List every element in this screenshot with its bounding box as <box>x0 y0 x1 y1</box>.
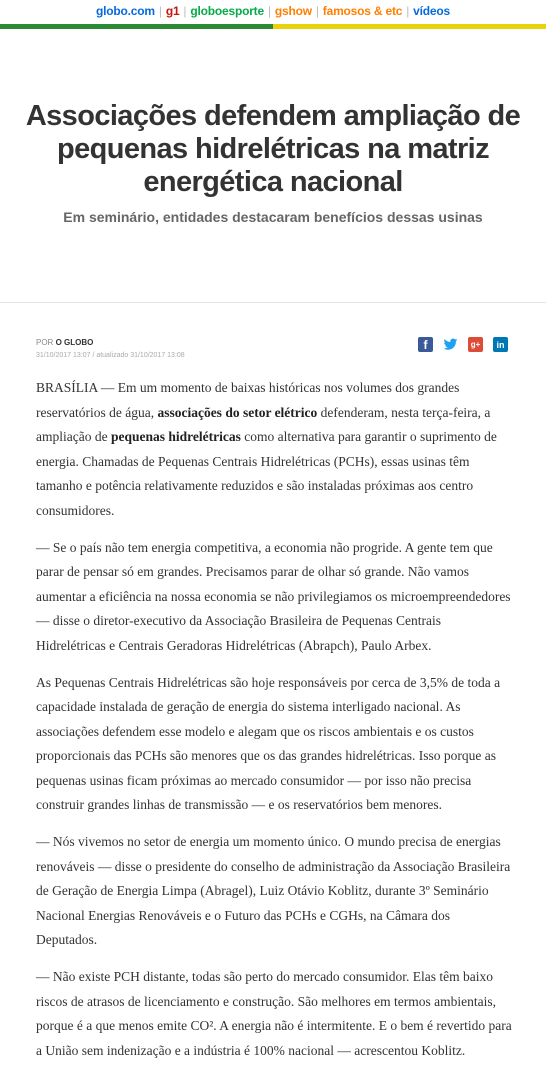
brand-color-stripe <box>0 24 546 29</box>
twitter-share-button[interactable] <box>443 337 458 352</box>
nav-separator: | <box>158 4 162 18</box>
nav-link-globo[interactable]: globo.com <box>96 4 155 18</box>
google-plus-share-button[interactable] <box>468 337 483 352</box>
nav-link-gshow[interactable]: gshow <box>274 4 312 18</box>
paragraph-text: defenderam, nesta terça-feira, a ampliação de <box>36 404 491 444</box>
article-paragraph-5: — Não existe PCH distante, todas são perto do mercado consumidor. Elas têm baixo riscos de atrasos de licenciamento e construção. São melhores em termos ambientais, porque é a que menos emite CO². A energia não é intermitente. E o bem é revertido para a União sem indenização e a indústria é 100% nacional — acrescentou Koblitz. <box>36 969 512 1058</box>
article-paragraph-1 <box>36 376 514 523</box>
article-body <box>36 376 514 1076</box>
nav-link-famosos[interactable]: famosos & etc <box>322 4 403 18</box>
article-subheadline: Em seminário, entidades destacaram benefícios dessas usinas <box>63 209 483 225</box>
article-paragraph-2: — Se o país não tem energia competitiva, a economia não progride. A gente tem que parar de pensar só em grandes. Precisamos parar de olhar só grande. Não vamos aumentar a eficiência na nossa economia se não privilegiamos os microempreendedores — disse o diretor-executivo da Associação Brasileira de Pequenas Centrais Hidrelétricas e Centrais Geradoras Hidrelétricas (Abrapch), Paulo Arbex. <box>36 539 511 653</box>
byline-prefix: POR <box>36 338 54 347</box>
nav-separator: | <box>183 4 187 18</box>
highlight-link[interactable]: pequenas hidrelétricas <box>110 429 241 444</box>
globo-top-bar <box>0 0 546 28</box>
google-plus-icon: g+ <box>470 340 481 349</box>
nav-link-videos[interactable]: vídeos <box>413 4 450 18</box>
linkedin-share-button[interactable] <box>493 337 508 352</box>
facebook-icon: f <box>423 337 428 352</box>
nav-separator: | <box>267 4 271 18</box>
nav-separator: | <box>315 4 319 18</box>
nav-separator: | <box>406 4 410 18</box>
publish-dates: 31/10/2017 13:07 / atualizado 31/10/2017 13:08 <box>36 352 185 359</box>
byline-author[interactable]: O GLOBO <box>55 338 94 347</box>
facebook-share-button[interactable] <box>418 337 433 352</box>
share-buttons <box>418 337 508 352</box>
header-divider <box>0 302 546 303</box>
byline <box>36 338 93 347</box>
article-paragraph-3: As Pequenas Centrais Hidrelétricas são hoje responsáveis por cerca de 3,5% de toda a capacidade instalada de geração de energia do sistema interligado nacional. As associações defendem esse modelo e alegam que os riscos ambientais e os custos proporcionais das PCHs são menores que os das grandes hidrelétricas. Isso porque as pequenas usinas ficam próximas ao mercado consumidor — por isso não precisa construir grandes linhas de transmissão — e os reservatórios bem menores. <box>36 674 501 812</box>
brand-stripe-green <box>0 24 273 29</box>
linkedin-icon: in <box>496 339 505 350</box>
paragraph-text: BRASÍLIA — Em um momento de baixas históricas nos volumes dos grandes reservatórios de água, <box>36 380 460 420</box>
article-paragraph-4: — Nós vivemos no setor de energia um momento único. O mundo precisa de energias renováveis — disse o presidente do conselho de administração da Associação Brasileira de Geração de Energia Limpa (Abragel), Luiz Otávio Koblitz, durante 3º Seminário Nacional Energias Renováveis e o Futuro das PCHs e CGHs, na Câmara dos Deputados. <box>36 834 511 947</box>
nav-link-g1[interactable]: g1 <box>165 4 180 18</box>
nav-link-globoesporte[interactable]: globoesporte <box>190 4 264 18</box>
paragraph-text: como alternativa para garantir o suprimento de energia. Chamadas de Pequenas Centrais Hidrelétricas (PCHs), essas usinas têm tamanho e potência relativamente reduzidos e são instaladas próximas aos centro consumidores. <box>36 429 497 518</box>
article-headline: Associações defendem ampliação de pequenas hidrelétricas na matriz energética nacional <box>25 100 521 198</box>
highlight-link[interactable]: associações do setor elétrico <box>157 404 318 420</box>
twitter-icon <box>443 337 458 352</box>
brand-stripe-yellow <box>273 24 546 29</box>
globo-network-nav <box>0 0 546 22</box>
